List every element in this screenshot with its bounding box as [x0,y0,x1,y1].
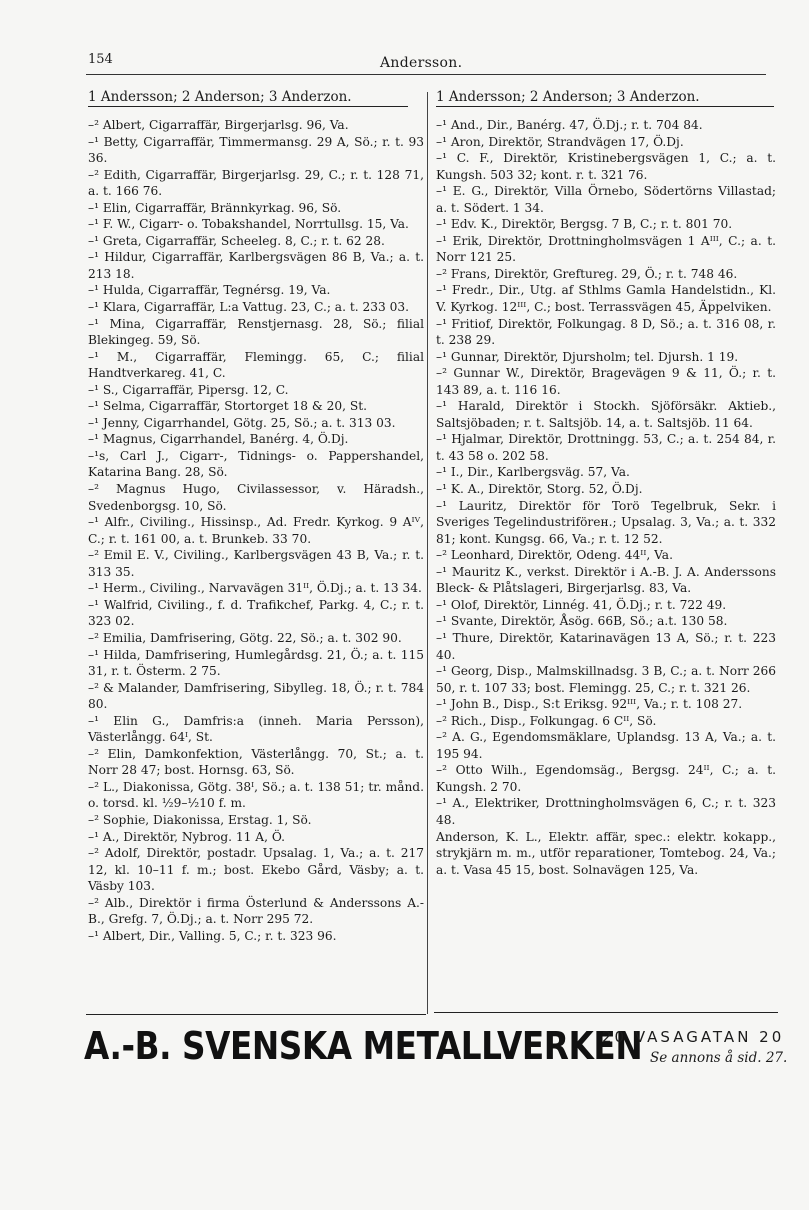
directory-entry: –¹ F. W., Cigarr- o. Tobakshandel, Norrtullsg. 15, Va. [88,217,409,232]
directory-entry: –¹ S., Cigarraffär, Pipersg. 12, C. [88,382,289,397]
directory-entry: –² Albert, Cigarraffär, Birgerjarlsg. 96, Va. [88,118,349,132]
directory-entry: –² Edith, Cigarraffär, Birgerjarlsg. 29, C.; r. t. 128 71, a. t. 166 76. [88,167,424,199]
directory-entry: –¹ John B., Disp., S:t Eriksg. 92ᴵᴵᴵ, Va.; r. t. 108 27. [436,697,743,712]
directory-entry: –² Emilia, Damfrisering, Götg. 22, Sö.; a. t. 302 90. [88,630,402,645]
directory-entry: –¹ Elin G., Damfris:a (inneh. Maria Persson), Västerlångg. 64ᴵ, St. [88,713,424,745]
directory-entry: –² Adolf, Direktör, postadr. Upsalag. 1, Va.; a. t. 217 12, kl. 10–11 f. m.; bost. Ekebo Gård, Väsby; a. t. Väsby 103. [88,846,424,894]
directory-entry: –¹ Magnus, Cigarrhandel, Banérg. 4, Ö.Dj. [88,432,349,447]
directory-entry: –² Emil E. V., Civiling., Karlbergsvägen 43 B, Va.; r. t. 313 35. [88,548,424,579]
directory-entry: –² Gunnar W., Direktör, Bragevägen 9 & 11, Ö.; r. t. 143 89, a. t. 116 16. [436,366,776,397]
directory-entry: –¹ Hulda, Cigarraffär, Tegnérsg. 19, Va. [88,283,331,298]
directory-entry: –² Elin, Damkonfektion, Västerlångg. 70, St.; a. t. Norr 28 47; bost. Hornsg. 63, Sö. [88,746,424,778]
column-divider [427,92,428,1014]
directory-entry: –² A. G., Egendomsmäklare, Uplandsg. 13 A, Va.; a. t. 195 94. [436,730,776,761]
directory-entry: –¹ Hjalmar, Direktör, Drottningg. 53, C.; a. t. 254 84, r. t. 43 58 o. 202 58. [436,432,776,463]
directory-entry: –¹ Fritiof, Direktör, Folkungag. 8 D, Sö.; a. t. 316 08, r. t. 238 29. [436,316,776,348]
directory-entry: –¹ K. A., Direktör, Storg. 52, Ö.Dj. [436,482,643,497]
directory-entry: –¹ A., Elektriker, Drottningholmsvägen 6, C.; r. t. 323 48. [436,796,776,827]
advertisement [84,1024,788,1080]
directory-entry: –¹ Alfr., Civiling., Hissinsp., Ad. Fredr. Kyrkog. 9 Aᴵⱽ, C.; r. t. 161 00, a. t. Brunkeb. 33 70. [88,515,424,546]
directory-entry: –¹ Albert, Dir., Valling. 5, C.; r. t. 323 96. [88,928,337,943]
directory-entry: –¹ A., Direktör, Nybrog. 11 A, Ö. [88,829,285,844]
directory-entry: –¹ Erik, Direktör, Drottningholmsvägen 1 Aᴵᴵᴵ, C.; a. t. Norr 121 25. [436,233,776,265]
directory-entry: –¹ Harald, Direktör i Stockh. Sjöförsäkr. Aktieb., Saltsjöbaden; r. t. Saltsjöb. 14, a. t. Saltsjöb. 11 64. [436,399,776,430]
directory-entry: –¹ Betty, Cigarraffär, Timmermansg. 29 A, Sö.; r. t. 93 36. [88,134,424,166]
directory-entry: –¹ Fredr., Dir., Utg. af Sthlms Gamla Handelstidn., Kl. V. Kyrkog. 12ᴵᴵᴵ, C.; bost. Terrassvägen 45, Äppelviken. [436,283,776,315]
directory-entry: –¹ Jenny, Cigarrhandel, Götg. 25, Sö.; a. t. 313 03. [88,415,396,430]
advertisement-address: 20 VASAGATAN 20 [602,1028,785,1046]
directory-entry: –² Frans, Direktör, Greftureg. 29, Ö.; r. t. 748 46. [436,266,738,281]
directory-entry: –¹ C. F., Direktör, Kristinebergsvägen 1, C.; a. t. Kungsh. 503 32; kont. r. t. 321 76. [436,151,776,182]
directory-entry: –² & Malander, Damfrisering, Sibylleg. 18, Ö.; r. t. 784 80. [88,680,424,712]
directory-entry: –² Otto Wilh., Egendomsäg., Bergsg. 24ᴵᴵ, C.; a. t. Kungsh. 2 70. [436,763,776,794]
directory-entry: –² Magnus Hugo, Civilassessor, v. Häradsh., Svedenborgsg. 10, Sö. [88,482,424,513]
left-bottom-rule [86,1014,426,1015]
directory-entry: –¹ Elin, Cigarraffär, Brännkyrkag. 96, Sö. [88,200,342,215]
directory-entry: –² Rich., Disp., Folkungag. 6 Cᴵᴵ, Sö. [436,713,657,728]
directory-entry: –¹ Hildur, Cigarraffär, Karlbergsvägen 86 B, Va.; a. t. 213 18. [88,250,424,281]
directory-entry: –¹s, Carl J., Cigarr-, Tidnings- o. Pappershandel, Katarina Bang. 28, Sö. [88,448,424,480]
directory-entry: –² Leonhard, Direktör, Odeng. 44ᴵᴵ, Va. [436,548,673,563]
page-number: 154 [88,52,113,67]
directory-entry: –¹ M., Cigarraffär, Flemingg. 65, C.; filial Handtverkareg. 41, C. [88,349,424,381]
directory-entry: –¹ Thure, Direktör, Katarinavägen 13 A, Sö.; r. t. 223 40. [436,630,776,662]
left-column [88,117,424,944]
directory-entry: –¹ Aron, Direktör, Strandvägen 17, Ö.Dj. [436,134,684,149]
directory-entry: –¹ Gunnar, Direktör, Djursholm; tel. Djursh. 1 19. [436,349,739,364]
directory-entry: –¹ Hilda, Damfrisering, Humlegårdsg. 21, Ö.; a. t. 115 31, r. t. Österm. 2 75. [88,647,424,679]
directory-entry: –¹ Herm., Civiling., Narvavägen 31ᴵᴵ, Ö.Dj.; a. t. 13 34. [88,581,422,596]
directory-entry: –¹ Walfrid, Civiling., f. d. Trafikchef, Parkg. 4, C.; r. t. 323 02. [88,597,424,629]
advertisement-company-name: A.-B. SVENSKA METALLVERKEN [84,1024,643,1068]
directory-entry: –¹ I., Dir., Karlbergsväg. 57, Va. [436,465,630,480]
directory-entry: –¹ Olof, Direktör, Linnég. 41, Ö.Dj.; r. t. 722 49. [436,597,727,612]
directory-entry: –¹ Mina, Cigarraffär, Renstjernasg. 28, Sö.; filial Blekingeg. 59, Sö. [88,316,424,348]
directory-entry: –¹ Svante, Direktör, Åsög. 66B, Sö.; a.t. 130 58. [436,614,728,629]
header-rule [86,74,766,75]
directory-entry: –² Alb., Direktör i firma Österlund & Anderssons A.-B., Grefg. 7, Ö.Dj.; a. t. Norr 295 72. [88,895,424,927]
directory-entry: Anderson, K. L., Elektr. affär, spec.: elektr. kokapp., strykjärn m. m., utför reparationer, Tomtebog. 24, Va.; a. t. Vasa 45 15, bost. Solnavägen 125, Va. [436,829,776,877]
directory-entry: –¹ Klara, Cigarraffär, L:a Vattug. 23, C.; a. t. 233 03. [88,300,409,315]
directory-entry: –² Sophie, Diakonissa, Erstag. 1, Sö. [88,812,312,827]
left-column-header: 1 Andersson; 2 Anderson; 3 Anderzon. [88,89,408,107]
directory-entry: –¹ Edv. K., Direktör, Bergsg. 7 B, C.; r. t. 801 70. [436,217,733,232]
directory-entry: –¹ Georg, Disp., Malmskillnadsg. 3 B, C.; a. t. Norr 266 50, r. t. 107 33; bost. Flemingg. 25, C.; r. t. 321 26. [436,664,776,695]
directory-entry: –¹ Greta, Cigarraffär, Scheeleg. 8, C.; r. t. 62 28. [88,233,385,248]
directory-entry: –¹ E. G., Direktör, Villa Örnebo, Södertörns Villastad; a. t. Södert. 1 34. [436,184,776,215]
directory-entry: –¹ Selma, Cigarraffär, Stortorget 18 & 20, St. [88,399,367,414]
directory-entry: –² L., Diakonissa, Götg. 38ᴵ, Sö.; a. t. 138 51; tr. månd. o. torsd. kl. ½9–½10 f. m. [88,779,424,811]
directory-entry: –¹ Mauritz K., verkst. Direktör i A.-B. J. A. Anderssons Bleck- & Plåtslageri, Birgerjarlsg. 83, Va. [436,564,776,596]
advertisement-reference: Se annons å sid. 27. [650,1050,788,1066]
right-bottom-rule [434,1012,778,1013]
running-head: Andersson. [380,55,463,71]
right-column [436,117,776,878]
right-column-header: 1 Andersson; 2 Anderson; 3 Anderzon. [436,89,774,107]
directory-entry: –¹ Lauritz, Direktör för Torö Tegelbruk, Sekr. i Sveriges Tegelindustriförен.; Upsalag. 3, Va.; a. t. 332 81; kont. Kungsg. 66, Va.; r. t. 12 52. [436,498,776,546]
directory-entry: –¹ And., Dir., Banérg. 47, Ö.Dj.; r. t. 704 84. [436,118,703,132]
